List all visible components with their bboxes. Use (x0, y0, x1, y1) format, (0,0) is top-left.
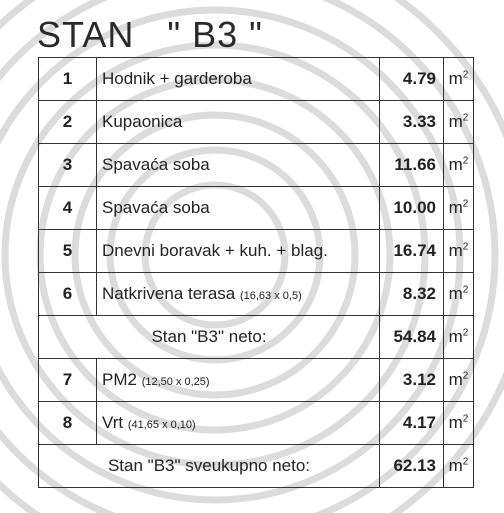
table-row (39, 58, 474, 101)
area-unit (444, 273, 474, 316)
room-name: Spavaća soba (102, 155, 210, 174)
table-row (39, 144, 474, 187)
area-unit (444, 187, 474, 230)
area-unit (444, 445, 474, 488)
room-name: Vrt (102, 413, 124, 432)
net-total-value: 54.84 (380, 316, 444, 359)
room-name-cell (97, 58, 380, 101)
area-unit (444, 101, 474, 144)
row-number: 4 (39, 187, 97, 230)
unit-exponent: 2 (462, 284, 469, 296)
grand-total-value: 62.13 (380, 445, 444, 488)
room-name: Natkrivena terasa (102, 284, 236, 303)
table-row (39, 273, 474, 316)
room-name-cell (97, 144, 380, 187)
row-number: 7 (39, 359, 97, 402)
table-row (39, 101, 474, 144)
room-name-cell (97, 230, 380, 273)
room-dimensions: (16,63 x 0,5) (239, 290, 302, 302)
unit-base: m (448, 241, 463, 260)
unit-exponent: 2 (462, 112, 469, 124)
room-name-cell (97, 359, 380, 402)
room-name: Dnevni boravak + kuh. + blag. (102, 241, 328, 260)
grand-total-row (39, 445, 474, 488)
unit-exponent: 2 (462, 155, 469, 167)
unit-exponent: 2 (462, 456, 469, 468)
area-value: 8.32 (380, 273, 444, 316)
row-number: 8 (39, 402, 97, 445)
unit-base: m (448, 284, 463, 303)
area-value: 11.66 (380, 144, 444, 187)
row-number: 2 (39, 101, 97, 144)
room-name: Spavaća soba (102, 198, 210, 217)
room-name-cell (97, 101, 380, 144)
room-name-cell (97, 273, 380, 316)
table-row (39, 187, 474, 230)
unit-base: m (448, 69, 463, 88)
room-dimensions: (41,65 x 0,10) (127, 419, 196, 431)
area-value: 3.33 (380, 101, 444, 144)
unit-base: m (448, 155, 463, 174)
room-name: PM2 (102, 370, 137, 389)
table-row (39, 230, 474, 273)
area-value: 3.12 (380, 359, 444, 402)
grand-total-label: Stan "B3" sveukupno neto: (39, 445, 380, 488)
row-number: 3 (39, 144, 97, 187)
unit-base: m (448, 198, 463, 217)
room-name-cell (97, 187, 380, 230)
area-unit (444, 402, 474, 445)
unit-exponent: 2 (462, 69, 469, 81)
room-name: Hodnik + garderoba (102, 69, 252, 88)
row-number: 5 (39, 230, 97, 273)
row-number: 6 (39, 273, 97, 316)
area-unit (444, 316, 474, 359)
room-name: Kupaonica (102, 112, 183, 131)
room-name-cell (97, 402, 380, 445)
area-value: 16.74 (380, 230, 444, 273)
unit-exponent: 2 (462, 198, 469, 210)
unit-base: m (448, 413, 463, 432)
area-unit (444, 359, 474, 402)
page-title: STAN " B3 " (37, 14, 263, 55)
unit-exponent: 2 (462, 370, 469, 382)
row-number: 1 (39, 58, 97, 101)
area-unit (444, 144, 474, 187)
unit-base: m (448, 112, 463, 131)
area-unit (444, 230, 474, 273)
unit-exponent: 2 (462, 241, 469, 253)
unit-base: m (448, 456, 463, 475)
area-value: 4.79 (380, 58, 444, 101)
area-value: 10.00 (380, 187, 444, 230)
unit-exponent: 2 (462, 327, 469, 339)
area-unit (444, 58, 474, 101)
net-total-row (39, 316, 474, 359)
unit-base: m (448, 327, 463, 346)
unit-base: m (448, 370, 463, 389)
table-row (39, 359, 474, 402)
net-total-label: Stan "B3" neto: (39, 316, 380, 359)
room-dimensions: (12,50 x 0,25) (141, 376, 210, 388)
area-table (38, 57, 474, 488)
unit-exponent: 2 (462, 413, 469, 425)
table-row (39, 402, 474, 445)
area-value: 4.17 (380, 402, 444, 445)
